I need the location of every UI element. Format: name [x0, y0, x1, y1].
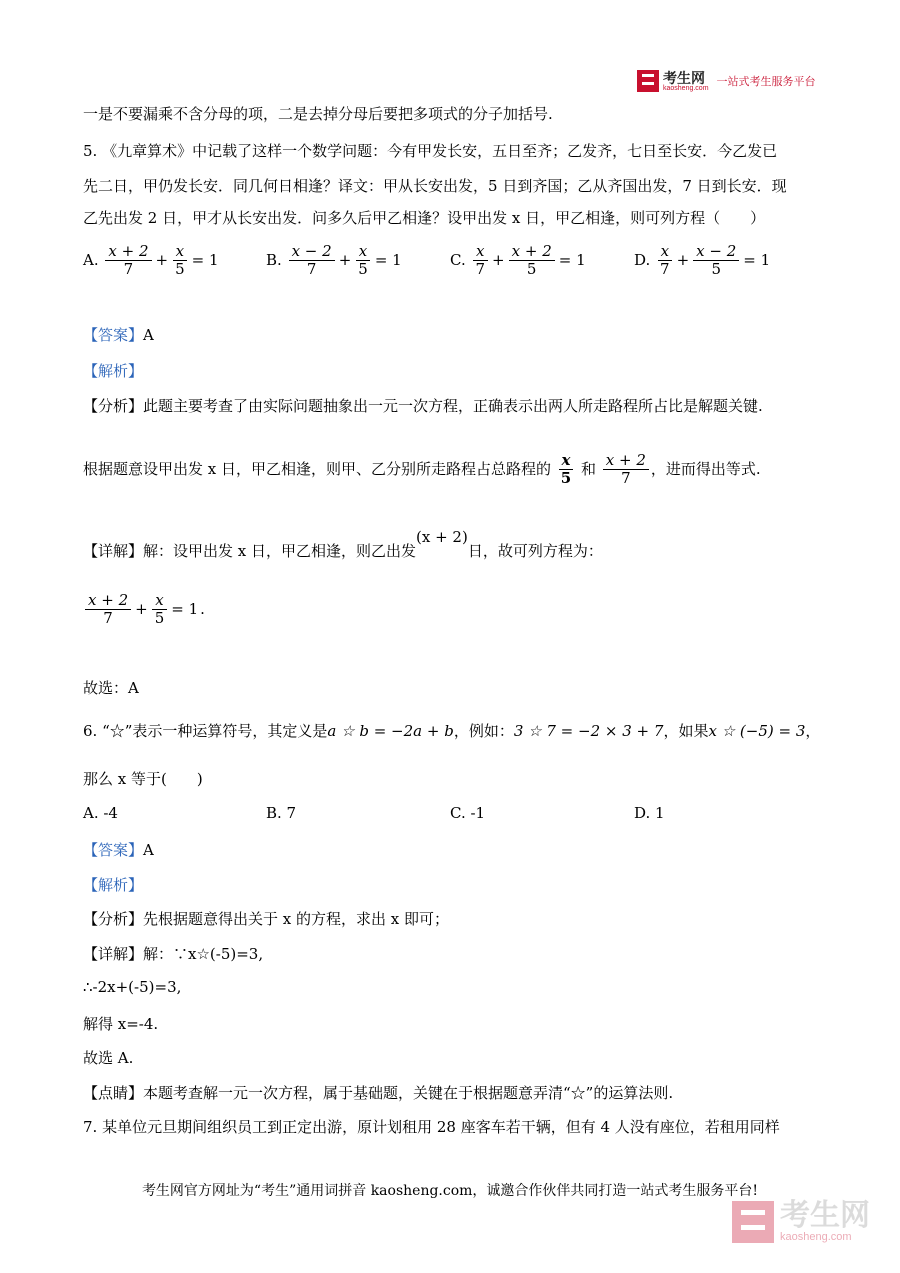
frac-num: x + 2 [105, 243, 151, 261]
q5-analysis [83, 395, 763, 416]
q6-option-b[interactable]: B. 7 [266, 804, 297, 822]
q6-answer [83, 839, 154, 860]
q6-option-a[interactable]: A. -4 [83, 804, 118, 822]
analysis-text: 先根据题意得出关于 x 的方程，求出 x 即可； [143, 910, 450, 928]
q6-comment [83, 1082, 673, 1103]
q5-detail [83, 528, 603, 561]
option-label: B. [266, 250, 282, 269]
q5-option-d[interactable] [634, 243, 772, 279]
header-logo [637, 70, 816, 92]
q7-stem: 7. 某单位元旦期间组织员工到正定出游，原计划租用 28 座客车若干辆，但有 4 人没有座位，若租用同样 [83, 1118, 780, 1136]
frac-num: x [559, 452, 574, 470]
q5-jiexi-tag: 【解析】 [83, 362, 144, 380]
frac-den: 7 [306, 260, 317, 279]
frac-num: x − 2 [289, 243, 335, 261]
equals-rhs: = 1 [374, 250, 402, 269]
logo-slogan: 一站式考生服务平台 [716, 76, 816, 88]
frac-den: 5 [526, 260, 537, 279]
equals-rhs: = 1 [743, 250, 771, 269]
text-line-1: 一是不要漏乘不含分母的项，二是去掉分母后要把多项式的分子加括号. [83, 105, 553, 123]
q6-stem-text: 6. “☆”表示一种运算符号，其定义是 [83, 722, 328, 740]
comment-tag: 【点睛】 [83, 1084, 144, 1102]
plus-sign: + [492, 250, 505, 269]
q5-equation [83, 592, 205, 628]
detail-text: 解：设甲出发 x 日，甲乙相逢，则乙出发 [143, 542, 417, 560]
answer-value: A [143, 841, 154, 859]
q6-condition: x ☆ (−5) = 3 [708, 722, 806, 740]
q5-stem-line-1: 5. 《九章算术》中记载了这样一个数学问题：今有甲发长安，五日至齐；乙发齐，七日至长安．今乙发已 [83, 142, 778, 160]
frac-den: 7 [660, 260, 670, 279]
frac-den: 5 [175, 260, 185, 279]
q5-option-b[interactable] [266, 243, 404, 279]
detail-tag: 【详解】 [83, 542, 144, 560]
frac-den: 5 [711, 260, 721, 279]
q6-stem-line-2: 那么 x 等于( ) [83, 770, 203, 788]
frac-num: x [356, 243, 370, 261]
q6-definition: a ☆ b = −2a + b [327, 722, 454, 740]
logo-icon [637, 70, 659, 92]
page-footer: 考生网官方网址为“考生”通用词拼音 kaosheng.com，诚邀合作伙伴共同打造一站式考生服务平台! [141, 1183, 759, 1199]
comment-text: 本题考查解一元一次方程，属于基础题，关键在于根据题意弄清“☆”的运算法则. [143, 1084, 674, 1102]
frac-num: x − 2 [693, 243, 739, 261]
q5-option-c[interactable] [450, 243, 588, 279]
frac-num: x + 2 [85, 592, 131, 610]
watermark-domain: kaosheng.com [780, 1231, 852, 1243]
answer-value: A [143, 326, 154, 344]
watermark-logo-icon [732, 1201, 774, 1243]
equals-rhs: = 1 [558, 250, 586, 269]
frac-num: x [173, 243, 187, 261]
q6-option-d[interactable]: D. 1 [634, 804, 665, 822]
option-label: D. [634, 250, 651, 269]
q6-analysis [83, 908, 449, 929]
q5-reasoning [83, 452, 761, 488]
frac-num: x [152, 592, 166, 610]
q6-detail-2: ∴-2x+(-5)=3, [83, 978, 182, 996]
q5-stem-line-2: 先二日，甲仍发长安．同几何日相逢？译文：甲从长安出发，5 日到齐国；乙从齐国出发，7 日到长安．现 [83, 177, 787, 195]
frac-num: x [473, 243, 487, 261]
option-label: C. [450, 250, 466, 269]
analysis-tag: 【分析】 [83, 910, 144, 928]
analysis-text: 此题主要考查了由实际问题抽象出一元一次方程，正确表示出两人所走路程所占比是解题关键. [143, 397, 763, 415]
plus-sign: + [135, 599, 148, 618]
reasoning-end: ，进而得出等式. [650, 459, 761, 478]
plus-sign: + [338, 250, 352, 269]
frac-num: x [658, 243, 672, 261]
equals-rhs: = 1 [171, 599, 199, 618]
detail-paren: (x + 2) [416, 528, 468, 546]
logo-domain: kaosheng.com [663, 84, 709, 92]
q6-option-c[interactable]: C. -1 [450, 804, 486, 822]
reasoning-text: 根据题意设甲出发 x 日，甲乙相逢，则甲、乙分别所走路程占总路程的 [83, 459, 551, 478]
q6-example-label: ，例如： [453, 722, 514, 740]
watermark-name: 考生网 [780, 1199, 870, 1232]
q5-choice: 故选：A [83, 679, 139, 697]
option-label: A. [83, 250, 99, 269]
frac-den: 5 [358, 260, 368, 279]
q6-stem-line-1 [83, 720, 820, 741]
frac-den: 7 [103, 609, 113, 628]
q6-detail-3: 解得 x=-4. [83, 1015, 159, 1033]
q6-comma: ， [805, 722, 821, 740]
frac-den: 5 [560, 469, 572, 488]
reasoning-and: 和 [581, 459, 597, 478]
q6-example: 3 ☆ 7 = −2 × 3 + 7 [513, 722, 664, 740]
q6-choice: 故选 A. [83, 1049, 134, 1067]
q6-detail-1 [83, 943, 263, 964]
q5-answer [83, 324, 154, 345]
frac-num: x + 2 [509, 243, 555, 261]
logo-name: 考生网 [663, 69, 705, 86]
detail-text-2: 日，故可列方程为： [467, 542, 603, 560]
frac-den: 7 [475, 260, 486, 279]
answer-tag: 【答案】 [83, 326, 144, 344]
detail-tag: 【详解】 [83, 945, 144, 963]
plus-sign: + [155, 250, 169, 269]
frac-den: 7 [123, 260, 134, 279]
frac-num: x + 2 [603, 452, 649, 470]
frac-den: 5 [154, 609, 165, 628]
q5-option-a[interactable] [83, 243, 221, 279]
equation-period: . [200, 599, 205, 618]
q5-stem-line-3: 乙先出发 2 日，甲才从长安出发．问多久后甲乙相逢？设甲出发 x 日，甲乙相逢，则可列方程（ ） [83, 209, 766, 227]
q6-jiexi-tag: 【解析】 [83, 876, 144, 894]
q6-if-label: ，如果 [663, 722, 709, 740]
frac-den: 7 [621, 469, 631, 488]
answer-tag: 【答案】 [83, 841, 144, 859]
analysis-tag: 【分析】 [83, 397, 144, 415]
detail-text: 解：∵x☆(-5)=3, [143, 945, 264, 963]
equals-rhs: = 1 [191, 250, 219, 269]
watermark [732, 1201, 870, 1243]
plus-sign: + [676, 250, 690, 269]
